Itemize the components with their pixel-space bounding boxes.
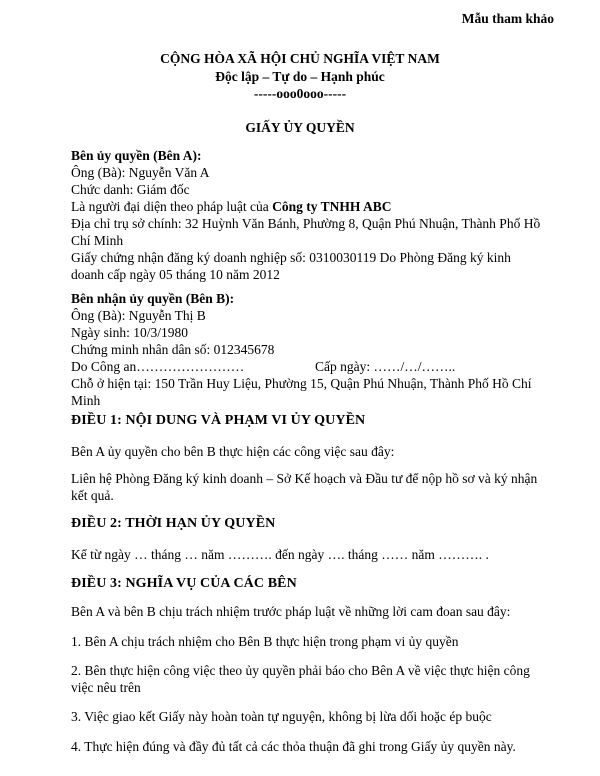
document-title: GIẤY ỦY QUYỀN [245,120,355,135]
party-b-address-line2: Minh [71,393,101,408]
party-b-issue-row [71,358,551,375]
party-b-dob: Ngày sinh: 10/3/1980 [71,325,188,340]
party-a-name: Ông (Bà): Nguyễn Văn A [71,165,210,180]
party-b-id-number: Chứng minh nhân dân số: 012345678 [71,342,275,357]
party-b-name: Ông (Bà): Nguyễn Thị B [71,308,206,323]
article1-intro: Bên A ủy quyền cho bên B thực hiện các công việc sau đây: [71,444,395,459]
article3-item4: 4. Thực hiện đúng và đầy đủ tất cả các thỏa thuận đã ghi trong Giấy ủy quyền này. [71,739,516,754]
article3-item1: 1. Bên A chịu trách nhiệm cho Bên B thực hiện trong phạm vi ủy quyền [71,634,459,649]
article3-intro: Bên A và bên B chịu trách nhiệm trước pháp luật về những lời cam đoan sau đây: [71,604,511,619]
party-a-registration-line2: doanh cấp ngày 05 tháng 10 năm 2012 [71,267,280,282]
party-b-issue-date: Cấp ngày: ……/…/…….. [315,359,456,374]
party-a-address-line1: Địa chỉ trụ sở chính: 32 Huỳnh Văn Bánh, Phường 8, Quận Phú Nhuận, Thành Phố Hồ [71,216,541,231]
party-a-heading: Bên ủy quyền (Bên A): [71,148,202,163]
article3-heading: ĐIỀU 3: NGHĨA VỤ CỦA CÁC BÊN [71,576,297,591]
representative-prefix: Là người đại diện theo pháp luật của [71,199,273,214]
header-separator: -----ooo0ooo----- [253,86,347,101]
article2-content: Kể từ ngày … tháng … năm ………. đến ngày …. tháng …… năm ………. . [71,547,489,562]
party-a-registration-line1: Giấy chứng nhận đăng ký doanh nghiệp số: 0310030119 Do Phòng Đăng ký kinh [71,250,511,265]
party-b-address-line1: Chỗ ở hiện tại: 150 Trần Huy Liệu, Phường 15, Quận Phú Nhuận, Thành Phố Hồ Chí [71,376,532,391]
party-a-representative [71,198,551,215]
article1-content-line1: Liên hệ Phòng Đăng ký kinh doanh – Sở Kế hoạch và Đầu tư để nộp hồ sơ và ký nhận [71,471,538,486]
party-b-issued-by: Do Công an…………………… [71,359,245,374]
party-a-position: Chức danh: Giám đốc [71,182,190,197]
article1-content-line2: kết quả. [71,488,114,503]
party-a-section [71,147,551,283]
sample-label: Mẫu tham khảo [461,11,554,26]
article3-item2 [71,662,551,696]
party-b-heading: Bên nhận ủy quyền (Bên B): [71,291,235,306]
country-heading: CỘNG HÒA XÃ HỘI CHỦ NGHĨA VIỆT NAM [160,51,440,66]
article3-item2-line1: 2. Bên thực hiện công việc theo ủy quyền phải báo cho Bên A về việc thực hiện công [71,663,530,678]
party-b-section [71,290,551,409]
article1-heading: ĐIỀU 1: NỘI DUNG VÀ PHẠM VI ỦY QUYỀN [71,413,366,428]
company-name: Công ty TNHH ABC [272,199,392,214]
article3-item3: 3. Việc giao kết Giấy này hoàn toàn tự nguyện, không bị lừa dối hoặc ép buộc [71,709,492,724]
article1-content [71,470,551,504]
article2-heading: ĐIỀU 2: THỜI HẠN ỦY QUYỀN [71,516,276,531]
party-a-address-line2: Chí Minh [71,233,124,248]
motto: Độc lập – Tự do – Hạnh phúc [215,69,385,84]
article3-item2-line2: việc nêu trên [71,680,141,695]
